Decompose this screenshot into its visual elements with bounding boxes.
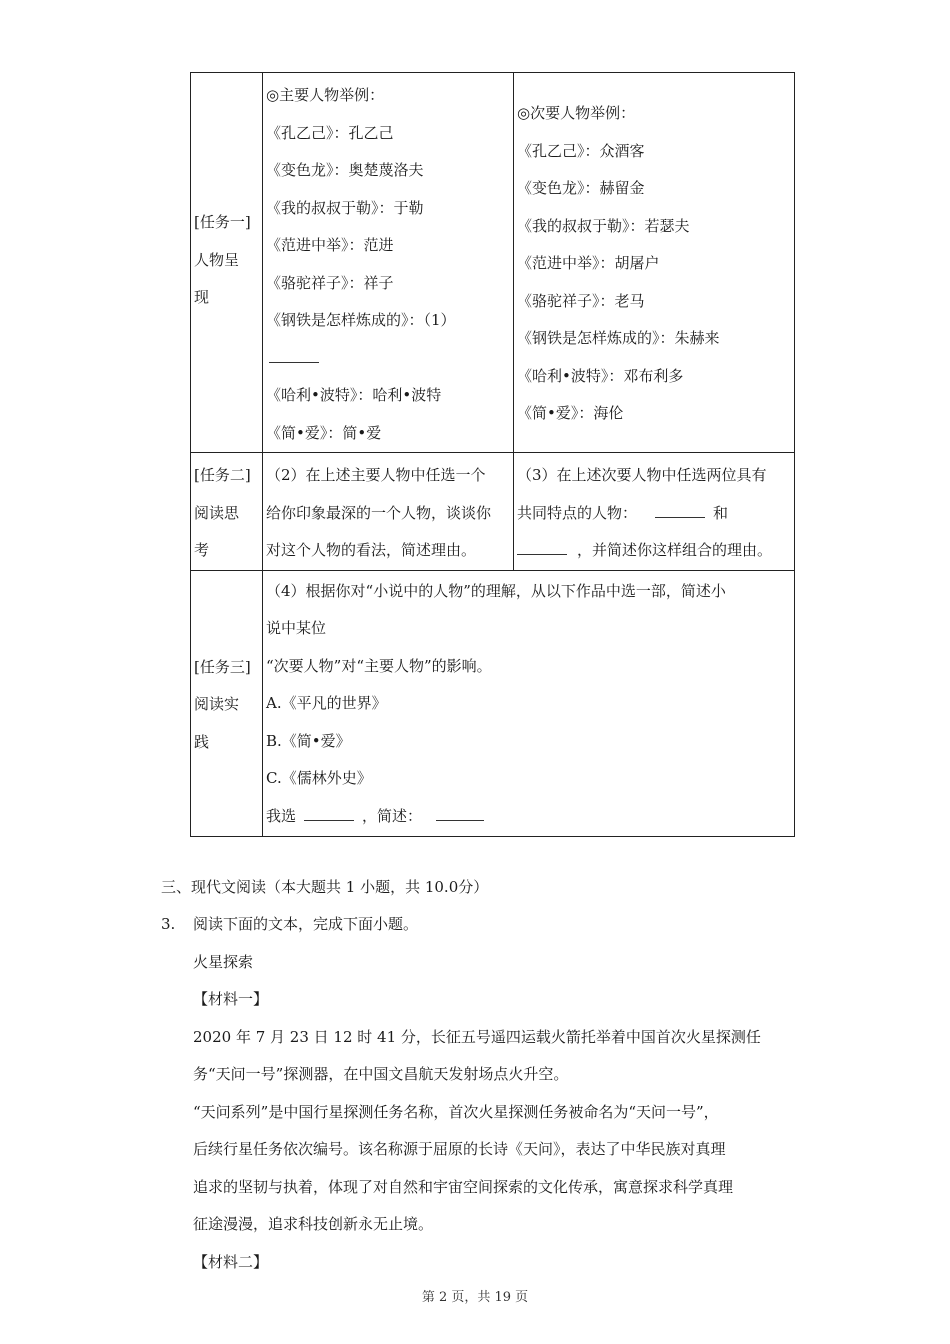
question-3-text: ，并简述你这样组合的理由。	[577, 541, 773, 559]
task-table	[190, 72, 795, 837]
question-2-cell	[263, 453, 514, 571]
answer-blank-2[interactable]	[655, 503, 705, 518]
main-character-item: 《哈利•波特》：哈利•波特	[266, 386, 442, 404]
passage-title: 火星探索	[193, 952, 254, 971]
page-footer: 第 2 页，共 19 页	[421, 1290, 529, 1305]
question-3-text: 共同特点的人物：	[517, 503, 638, 522]
material-2-heading: 【材料二】	[193, 1252, 269, 1271]
question-3-line	[514, 532, 794, 570]
task2-row	[191, 453, 795, 571]
answer-blank-4[interactable]	[304, 806, 354, 821]
main-characters-cell	[263, 73, 514, 453]
answer-blank-3[interactable]	[517, 540, 567, 555]
task1-label-line: [任务一]	[194, 213, 251, 231]
minor-character-item: 《简•爱》：海伦	[517, 404, 624, 422]
main-character-item: 《简•爱》：简•爱	[266, 423, 382, 442]
paragraph-line: 征途漫漫，追求科技创新永无止境。	[193, 1215, 434, 1233]
option-b: B.《简•爱》	[266, 731, 351, 750]
main-character-item: 《孔乙己》：孔乙己	[266, 123, 394, 142]
question-3-cell	[514, 453, 795, 571]
question-4-line: “次要人物”对“主要人物”的影响。	[266, 656, 492, 675]
paragraph-line: 追求的坚韧与执着，体现了对自然和宇宙空间探索的文化传承，寓意探求科学真理	[193, 1177, 734, 1196]
question-4-cell	[263, 570, 795, 836]
minor-character-item: 《孔乙己》：众酒客	[517, 141, 645, 160]
paragraph-line: 后续行星任务依次编号。该名称源于屈原的长诗《天问》，表达了中华民族对真理	[193, 1140, 726, 1158]
minor-character-item: 《我的叔叔于勒》：若瑟夫	[517, 216, 690, 235]
paragraph-line: 务“天问一号”探测器，在中国文昌航天发射场点火升空。	[193, 1065, 569, 1083]
main-character-item: 《钢铁是怎样炼成的》：（1）	[266, 311, 456, 329]
option-c: C.《儒林外史》	[266, 769, 372, 787]
main-character-item: 《变色龙》：奥楚蔑洛夫	[266, 161, 424, 179]
material-1-heading: 【材料一】	[193, 990, 269, 1008]
section-heading: 三、现代文阅读（本大题共 1 小题，共 10.0分）	[161, 878, 489, 896]
task1-label	[191, 73, 263, 453]
paragraph-line: 2020 年 7 月 23 日 12 时 41 分，长征五号遥四运载火箭托举着中国首次火星探测任	[193, 1027, 761, 1046]
question-4-line: 说中某位	[266, 619, 327, 637]
answer-blank-5[interactable]	[436, 806, 484, 821]
choose-label: 我选	[266, 806, 297, 825]
minor-character-item: 《变色龙》：赫留金	[517, 179, 645, 197]
main-characters-title: ◎主要人物举例：	[266, 86, 385, 104]
option-a: A.《平凡的世界》	[266, 694, 387, 712]
task2-label-line: [任务二]	[194, 466, 251, 484]
question-2-line: （2）在上述主要人物中任选一个	[266, 466, 486, 484]
paragraph-line: “天问系列”是中国行星探测任务名称，首次火星探测任务被命名为“天问一号”，	[193, 1102, 719, 1121]
minor-character-item: 《骆驼祥子》：老马	[517, 291, 645, 310]
reading-passage	[193, 906, 793, 1281]
task3-row	[191, 570, 795, 836]
describe-label: ，简述：	[362, 806, 423, 825]
main-character-item: 《范进中举》：范进	[266, 236, 394, 254]
question-3-line	[514, 495, 794, 533]
question-number: 3.	[161, 915, 176, 933]
question-3-line: （3）在上述次要人物中任选两位具有	[517, 466, 767, 484]
answer-line	[263, 798, 794, 836]
task2-label-line: 考	[194, 541, 210, 559]
question-instruction: 阅读下面的文本，完成下面小题。	[193, 915, 419, 933]
question-3-text: 和	[713, 503, 729, 522]
minor-characters-title: ◎次要人物举例：	[517, 104, 636, 122]
task3-label-line: 践	[194, 732, 210, 751]
question-4-line: （4）根据你对“小说中的人物”的理解，从以下作品中选一部，简述小	[266, 581, 726, 600]
minor-characters-cell	[514, 73, 795, 453]
task1-row	[191, 73, 795, 453]
answer-blank-1[interactable]	[263, 340, 513, 378]
minor-character-item: 《钢铁是怎样炼成的》：朱赫来	[517, 329, 720, 347]
question-2-line: 给你印象最深的一个人物，谈谈你	[266, 503, 492, 522]
task2-label	[191, 453, 263, 571]
task1-label-line: 现	[194, 288, 210, 306]
minor-character-item: 《范进中举》：胡屠户	[517, 254, 660, 272]
main-character-item: 《骆驼祥子》：祥子	[266, 273, 394, 292]
task2-label-line: 阅读思	[194, 503, 240, 522]
minor-character-item: 《哈利•波特》：邓布利多	[517, 366, 684, 385]
main-character-item: 《我的叔叔于勒》：于勒	[266, 198, 424, 217]
question-2-line: 对这个人物的看法，简述理由。	[266, 541, 477, 559]
task1-label-line: 人物呈	[194, 250, 240, 269]
task3-label-line: 阅读实	[194, 695, 240, 713]
task3-label-line: [任务三]	[194, 657, 251, 676]
task3-label	[191, 570, 263, 836]
